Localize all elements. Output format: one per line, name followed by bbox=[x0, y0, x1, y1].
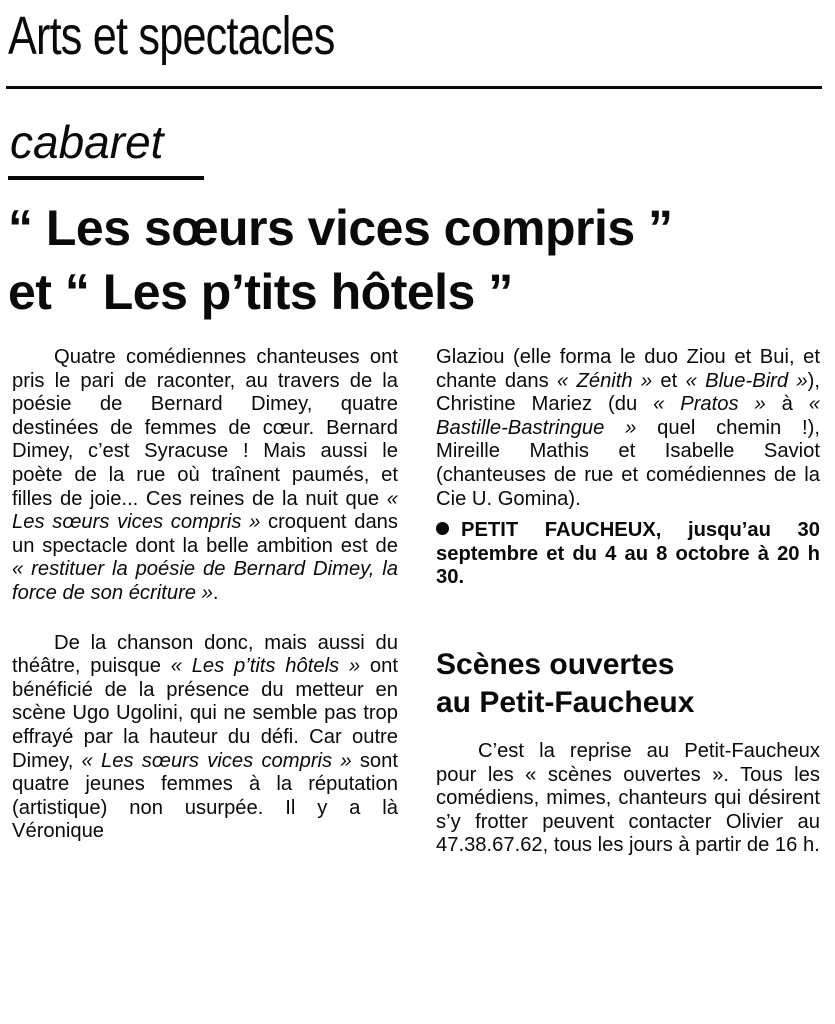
quote-title: « Les sœurs vices compris » bbox=[12, 487, 398, 534]
venue-text: PETIT FAUCHEUX, jusqu’au 30 septembre et du 4 au 8 octobre à 20 h 30. bbox=[436, 519, 820, 589]
text-run: ), Christine Mariez (du bbox=[436, 369, 820, 416]
rubric-underline bbox=[8, 176, 204, 180]
venue-info bbox=[436, 519, 820, 590]
secondary-headline bbox=[436, 646, 820, 722]
quote-title: « Bastille-Bastringue » bbox=[436, 393, 820, 439]
text-run: sont quatre jeunes femmes à la réputation (artistique) non usurpée. Il y a là Véronique bbox=[12, 749, 398, 843]
quote-title: « Les p’tits hôtels » bbox=[170, 655, 361, 678]
text-run: et bbox=[652, 369, 686, 392]
text-run: à bbox=[765, 393, 809, 416]
quote-title: « Pratos » bbox=[653, 393, 766, 416]
quote-title: « Blue-Bird » bbox=[685, 369, 808, 392]
text-run: Glaziou (elle forma le duo Ziou et Bui, et chante dans bbox=[436, 346, 820, 392]
text-run: . bbox=[212, 581, 219, 604]
headline-line-2: et “ Les p’tits hôtels ” bbox=[8, 264, 513, 320]
article-paragraph-1 bbox=[12, 346, 398, 606]
quote-title: « Les sœurs vices compris » bbox=[81, 749, 352, 772]
bullet-icon bbox=[436, 522, 449, 535]
text-run: Quatre comédiennes chanteuses ont pris le pari de raconter, au travers de la poésie de Bernard Dimey, quatre destinées de femmes de cœur. Bernard Dimey, c’est Syracuse ! Mais aussi le poète de la rue où traînent paumés, et filles de joie... Ces reines de la nuit que bbox=[12, 346, 398, 510]
article-paragraph-3 bbox=[436, 346, 820, 511]
article-column-left bbox=[12, 346, 398, 844]
secondary-headline-line-1: Scènes ouvertes bbox=[436, 647, 675, 681]
text-run: ont bénéficié de la présence du metteur en scène Ugo Ugolini, qui ne semble pas trop effrayé par la hauteur du défi. Car outre Dimey, bbox=[12, 655, 398, 772]
headline-line-1: “ Les sœurs vices compris ” bbox=[8, 200, 673, 256]
quote-title: « Zénith » bbox=[556, 369, 653, 392]
text-run: quel chemin !), Mireille Mathis et Isabelle Saviot (chanteuses de rue et comédiennes de la Cie U. Gomina). bbox=[436, 416, 820, 510]
section-rule bbox=[6, 86, 822, 89]
article-column-right bbox=[436, 346, 820, 858]
section-title: Arts et spectacles bbox=[8, 6, 335, 66]
article-paragraph-4: C’est la reprise au Petit-Faucheux pour les « scènes ouvertes ». Tous les comédiens, mimes, chanteurs qui désirent s’y frotter peuvent contacter Olivier au 47.38.67.62, tous les jours à partir de 16 h. bbox=[436, 739, 820, 857]
quote: « restituer la poésie de Bernard Dimey, la force de son écriture » bbox=[12, 558, 398, 604]
text-run: croquent dans un spectacle dont la belle ambition est de bbox=[12, 511, 398, 557]
rubric-label: cabaret bbox=[10, 116, 164, 168]
secondary-headline-line-2: au Petit-Faucheux bbox=[436, 685, 695, 719]
text-run: De la chanson donc, mais aussi du théâtre, puisque bbox=[12, 631, 398, 678]
article-paragraph-2 bbox=[12, 632, 398, 844]
article-headline bbox=[8, 196, 823, 324]
